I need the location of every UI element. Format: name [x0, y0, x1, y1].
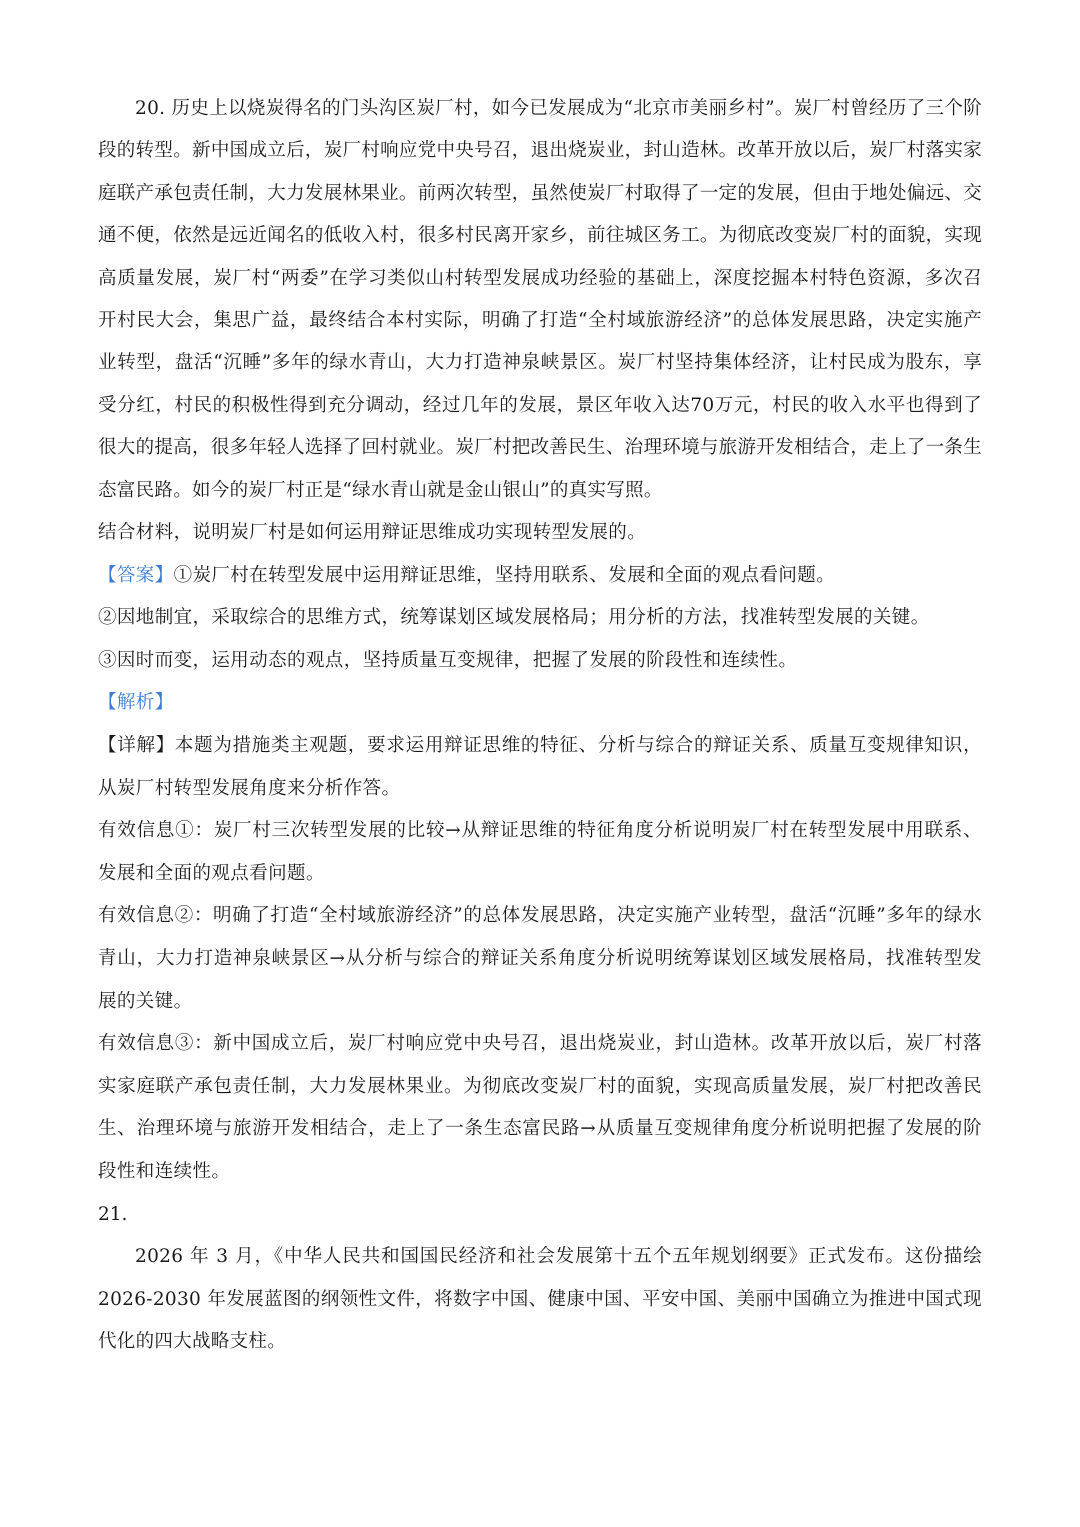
- detail-paragraph: 【详解】本题为措施类主观题，要求运用辩证思维的特征、分析与综合的辩证关系、质量互变规律知识，从炭厂村转型发展角度来分析作答。: [98, 735, 982, 799]
- document-page: [98, 88, 982, 1363]
- effective-info-3: 有效信息③：新中国成立后，炭厂村响应党中央号召，退出烧炭业，封山造林。改革开放以后，炭厂村落实家庭联产承包责任制，大力发展林果业。为彻底改变炭厂村的面貌，实现高质量发展，炭厂村把改善民生、治理环境与旅游开发相结合，走上了一条生态富民路→从质量互变规律角度分析说明把握了发展的阶段性和连续性。: [98, 1033, 982, 1182]
- answer-tag: 【答案】: [98, 564, 174, 586]
- answer-2: ②因地制宜，采取综合的思维方式，统筹谋划区域发展格局；用分析的方法，找准转型发展的关键。: [98, 607, 930, 629]
- analysis-tag: 【解析】: [98, 692, 174, 714]
- answer-3: ③因时而变，运用动态的观点，坚持质量互变规律，把握了发展的阶段性和连续性。: [98, 649, 798, 671]
- answer-1: ①炭厂村在转型发展中运用辩证思维，坚持用联系、发展和全面的观点看问题。: [173, 564, 836, 586]
- q21-number: 21.: [98, 1203, 128, 1225]
- q20-question: 结合材料，说明炭厂村是如何运用辩证思维成功实现转型发展的。: [98, 522, 647, 544]
- q20-material: 20. 历史上以烧炭得名的门头沟区炭厂村，如今已发展成为“北京市美丽乡村”。炭厂村曾经历了三个阶段的转型。新中国成立后，炭厂村响应党中央号召，退出烧炭业，封山造林。改革开放以后，炭厂村落实家庭联产承包责任制，大力发展林果业。前两次转型，虽然使炭厂村取得了一定的发展，但由于地处偏远、交通不便，依然是远近闻名的低收入村，很多村民离开家乡，前往城区务工。为彻底改变炭厂村的面貌，实现高质量发展，炭厂村“两委”在学习类似山村转型发展成功经验的基础上，深度挖掘本村特色资源，多次召开村民大会，集思广益，最终结合本村实际，明确了打造“全村域旅游经济”的总体发展思路，决定实施产业转型，盘活“沉睡”多年的绿水青山，大力打造神泉峡景区。炭厂村坚持集体经济，让村民成为股东，享受分红，村民的积极性得到充分调动，经过几年的发展，景区年收入达70万元，村民的收入水平也得到了很大的提高，很多年轻人选择了回村就业。炭厂村把改善民生、治理环境与旅游开发相结合，走上了一条生态富民路。如今的炭厂村正是“绿水青山就是金山银山”的真实写照。: [98, 98, 982, 501]
- effective-info-1: 有效信息①：炭厂村三次转型发展的比较→从辩证思维的特征角度分析说明炭厂村在转型发展中用联系、发展和全面的观点看问题。: [98, 820, 982, 884]
- answer-line-1: [98, 555, 982, 598]
- q21-material: 2026 年 3 月，《中华人民共和国国民经济和社会发展第十五个五年规划纲要》正式发布。这份描绘2026-2030 年发展蓝图的纲领性文件，将数字中国、健康中国、平安中国、美丽中国确立为推进中国式现代化的四大战略支柱。: [98, 1246, 982, 1352]
- effective-info-2: 有效信息②：明确了打造“全村域旅游经济”的总体发展思路，决定实施产业转型，盘活“沉睡”多年的绿水青山，大力打造神泉峡景区→从分析与综合的辩证关系角度分析说明统筹谋划区域发展格局，找准转型发展的关键。: [98, 905, 982, 1012]
